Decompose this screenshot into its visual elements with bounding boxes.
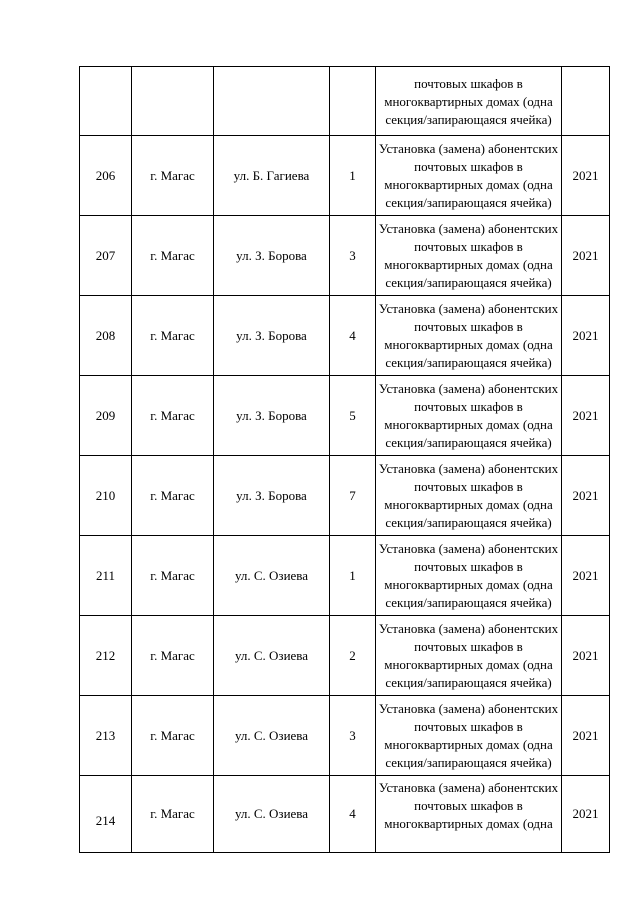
table-row [80, 216, 610, 296]
table-row [80, 67, 610, 136]
house-cell: 1 [330, 136, 376, 216]
row-number: 206 [80, 136, 132, 216]
house-cell: 3 [330, 216, 376, 296]
description-cell: Установка (замена) абонентских почтовых шкафов в многоквартирных домах (одна секция/запирающаяся ячейка) [376, 376, 562, 456]
table-row [80, 136, 610, 216]
year-cell: 2021 [562, 376, 610, 456]
row-number: 207 [80, 216, 132, 296]
city-cell: г. Магас [132, 376, 214, 456]
house-cell: 3 [330, 696, 376, 776]
street-cell: ул. С. Озиева [214, 776, 330, 853]
table-row [80, 616, 610, 696]
street-cell [214, 67, 330, 136]
table-row [80, 296, 610, 376]
table-row [80, 776, 610, 853]
year-cell: 2021 [562, 216, 610, 296]
description-cell: Установка (замена) абонентских почтовых шкафов в многоквартирных домах (одна секция/запирающаяся ячейка) [376, 536, 562, 616]
house-cell [330, 67, 376, 136]
year-cell: 2021 [562, 536, 610, 616]
street-cell: ул. С. Озиева [214, 536, 330, 616]
street-cell: ул. Б. Гагиева [214, 136, 330, 216]
city-cell: г. Магас [132, 216, 214, 296]
year-cell: 2021 [562, 616, 610, 696]
row-number: 208 [80, 296, 132, 376]
year-cell: 2021 [562, 696, 610, 776]
year-cell: 2021 [562, 296, 610, 376]
city-cell [132, 67, 214, 136]
city-cell: г. Магас [132, 696, 214, 776]
city-cell: г. Магас [132, 296, 214, 376]
row-number: 214 [80, 776, 132, 853]
house-cell: 2 [330, 616, 376, 696]
table-row [80, 696, 610, 776]
city-cell: г. Магас [132, 536, 214, 616]
street-cell: ул. З. Борова [214, 376, 330, 456]
description-cell: Установка (замена) абонентских почтовых шкафов в многоквартирных домах (одна [376, 776, 562, 853]
house-cell: 4 [330, 296, 376, 376]
year-cell: 2021 [562, 776, 610, 853]
row-number: 212 [80, 616, 132, 696]
year-cell: 2021 [562, 456, 610, 536]
house-cell: 1 [330, 536, 376, 616]
street-cell: ул. С. Озиева [214, 616, 330, 696]
table-row [80, 376, 610, 456]
row-number [80, 67, 132, 136]
description-cell: Установка (замена) абонентских почтовых шкафов в многоквартирных домах (одна секция/запирающаяся ячейка) [376, 456, 562, 536]
city-cell: г. Магас [132, 616, 214, 696]
street-cell: ул. З. Борова [214, 296, 330, 376]
street-cell: ул. З. Борова [214, 456, 330, 536]
year-cell: 2021 [562, 136, 610, 216]
description-cell: Установка (замена) абонентских почтовых шкафов в многоквартирных домах (одна секция/запирающаяся ячейка) [376, 296, 562, 376]
document-table [79, 66, 610, 853]
house-cell: 5 [330, 376, 376, 456]
city-cell: г. Магас [132, 456, 214, 536]
city-cell: г. Магас [132, 136, 214, 216]
description-cell: Установка (замена) абонентских почтовых шкафов в многоквартирных домах (одна секция/запирающаяся ячейка) [376, 136, 562, 216]
description-cell: Установка (замена) абонентских почтовых шкафов в многоквартирных домах (одна секция/запирающаяся ячейка) [376, 616, 562, 696]
row-number: 209 [80, 376, 132, 456]
house-cell: 4 [330, 776, 376, 853]
row-number: 211 [80, 536, 132, 616]
street-cell: ул. С. Озиева [214, 696, 330, 776]
table-row [80, 536, 610, 616]
description-cell: Установка (замена) абонентских почтовых шкафов в многоквартирных домах (одна секция/запирающаяся ячейка) [376, 696, 562, 776]
row-number: 213 [80, 696, 132, 776]
house-cell: 7 [330, 456, 376, 536]
row-number: 210 [80, 456, 132, 536]
year-cell [562, 67, 610, 136]
description-cell: почтовых шкафов в многоквартирных домах (одна секция/запирающаяся ячейка) [376, 67, 562, 136]
table-row [80, 456, 610, 536]
street-cell: ул. З. Борова [214, 216, 330, 296]
city-cell: г. Магас [132, 776, 214, 853]
description-cell: Установка (замена) абонентских почтовых шкафов в многоквартирных домах (одна секция/запирающаяся ячейка) [376, 216, 562, 296]
